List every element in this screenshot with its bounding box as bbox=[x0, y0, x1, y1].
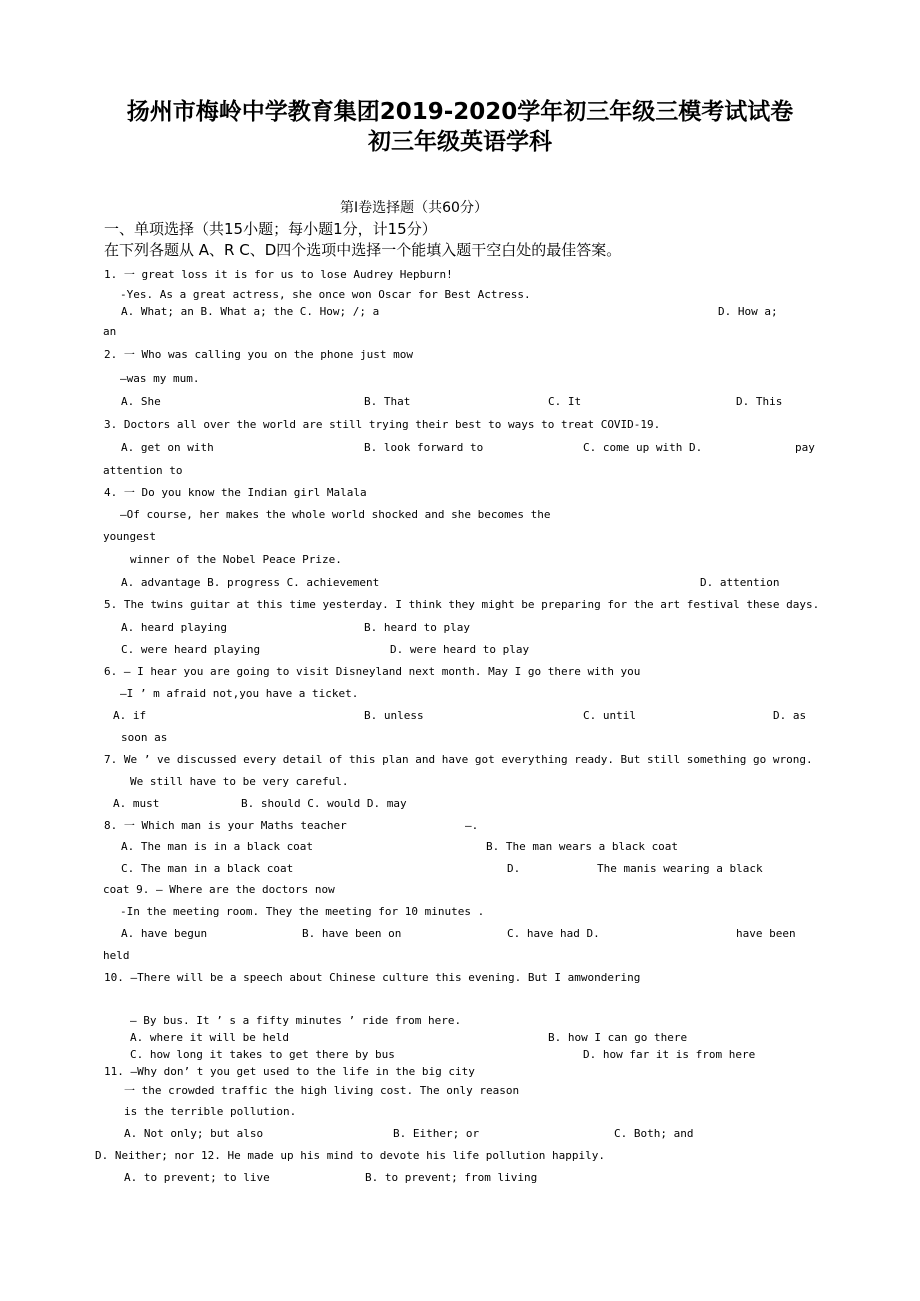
q1-options-abc: A. What; an B. What a; the C. How; /; a bbox=[121, 305, 380, 318]
exam-subtitle: 初三年级英语学科 bbox=[368, 129, 552, 155]
q5-option-d: D. were heard to play bbox=[390, 643, 530, 656]
q10-option-b: B. how I can go there bbox=[548, 1031, 688, 1044]
q6-option-a: A. if bbox=[113, 709, 147, 722]
q4-option-d: D. attention bbox=[700, 576, 780, 589]
q8-option-d: The manis wearing a black bbox=[597, 862, 763, 875]
q6-option-b: B. unless bbox=[364, 709, 424, 722]
q4-options-abc: A. advantage B. progress C. achievement bbox=[121, 576, 380, 589]
q3-wrap: attention to bbox=[103, 464, 183, 477]
q7-option-a: A. must bbox=[113, 797, 160, 810]
q1-wrap: an bbox=[103, 325, 117, 338]
q4-stem: 4. 一 Do you know the Indian girl Malala bbox=[104, 486, 367, 499]
exam-title: 扬州市梅岭中学教育集团2019-2020学年初三年级三模考试试卷 bbox=[126, 99, 794, 125]
q7-continuation: We still have to be very careful. bbox=[130, 775, 349, 788]
q10-option-c: C. how long it takes to get there by bus bbox=[130, 1048, 395, 1061]
q4-wrap-2: winner of the Nobel Peace Prize. bbox=[130, 553, 342, 566]
q2-option-a: A. She bbox=[121, 395, 161, 408]
q4-wrap-1: youngest bbox=[103, 530, 156, 543]
q3-option-d: pay bbox=[795, 441, 815, 454]
q8-option-d-label: D. bbox=[507, 862, 521, 875]
q11-stem: 11. —Why don’ t you get used to the life in the big city bbox=[104, 1065, 475, 1078]
q5-stem: 5. The twins guitar at this time yesterday. I think they might be preparing for the art festival these days. bbox=[104, 598, 820, 611]
q2-option-c: C. It bbox=[548, 395, 582, 408]
q9-option-b: B. have been on bbox=[302, 927, 402, 940]
q11-option-a: A. Not only; but also bbox=[124, 1127, 264, 1140]
q6-reply: —I ’ m afraid not,you have a ticket. bbox=[120, 687, 359, 700]
part-title: 第Ⅰ卷选择题（共60分） bbox=[340, 200, 488, 216]
q2-option-b: B. That bbox=[364, 395, 411, 408]
q6-wrap: soon as bbox=[121, 731, 168, 744]
q2-option-d: D. This bbox=[736, 395, 783, 408]
q12-option-b: B. to prevent; from living bbox=[365, 1171, 538, 1184]
q2-stem: 2. 一 Who was calling you on the phone just mow bbox=[104, 348, 414, 361]
q11-option-c: C. Both; and bbox=[614, 1127, 694, 1140]
q10-option-a: A. where it will be held bbox=[130, 1031, 289, 1044]
q1-reply: -Yes. As a great actress, she once won Oscar for Best Actress. bbox=[120, 288, 531, 301]
q7-stem: 7. We ’ ve discussed every detail of this plan and have got everything ready. But still something go wrong. bbox=[104, 753, 813, 766]
q9-stem: coat 9. — Where are the doctors now bbox=[103, 883, 335, 896]
q3-option-a: A. get on with bbox=[121, 441, 214, 454]
q4-reply: —Of course, her makes the whole world shocked and she becomes the bbox=[120, 508, 551, 521]
q5-option-c: C. were heard playing bbox=[121, 643, 261, 656]
instruction: 在下列各题从 A、R C、D四个选项中选择一个能填入题干空白处的最佳答案。 bbox=[104, 241, 622, 259]
q6-option-d: D. as bbox=[773, 709, 807, 722]
q11-continuation: is the terrible pollution. bbox=[124, 1105, 297, 1118]
q8-option-a: A. The man is in a black coat bbox=[121, 840, 314, 853]
q8-stem: 8. 一 Which man is your Maths teacher bbox=[104, 819, 347, 832]
q10-option-d: D. how far it is from here bbox=[583, 1048, 756, 1061]
q10-stem: 10. —There will be a speech about Chinese culture this evening. But I amwondering bbox=[104, 971, 641, 984]
q9-reply: -In the meeting room. They the meeting for 10 minutes . bbox=[120, 905, 485, 918]
q12-option-a: A. to prevent; to live bbox=[124, 1171, 270, 1184]
q9-option-d: have been bbox=[736, 927, 796, 940]
q9-option-c: C. have had D. bbox=[507, 927, 600, 940]
q9-option-a: A. have begun bbox=[121, 927, 208, 940]
q1-option-d: D. How a; bbox=[718, 305, 778, 318]
q11-reply: 一 the crowded traffic the high living cost. The only reason bbox=[124, 1084, 520, 1097]
q5-option-a: A. heard playing bbox=[121, 621, 227, 634]
q11-option-b: B. Either; or bbox=[393, 1127, 480, 1140]
q6-option-c: C. until bbox=[583, 709, 636, 722]
q12-stem: D. Neither; nor 12. He made up his mind to devote his life pollution happily. bbox=[95, 1149, 605, 1162]
q8-option-c: C. The man in a black coat bbox=[121, 862, 294, 875]
q9-wrap: held bbox=[103, 949, 130, 962]
q8-blank: —. bbox=[465, 819, 479, 832]
q3-stem: 3. Doctors all over the world are still trying their best to ways to treat COVID-19. bbox=[104, 418, 661, 431]
section-title: 一、单项选择（共15小题；每小题1分，计15分） bbox=[104, 220, 437, 238]
q10-reply: — By bus. It ’ s a fifty minutes ’ ride from here. bbox=[130, 1014, 462, 1027]
q3-option-c: C. come up with D. bbox=[583, 441, 703, 454]
q6-stem: 6. — I hear you are going to visit Disneyland next month. May I go there with you bbox=[104, 665, 641, 678]
q1-stem: 1. 一 great loss it is for us to lose Audrey Hepburn! bbox=[104, 268, 453, 281]
q5-option-b: B. heard to play bbox=[364, 621, 470, 634]
q8-option-b: B. The man wears a black coat bbox=[486, 840, 679, 853]
q7-options-bcd: B. should C. would D. may bbox=[241, 797, 407, 810]
q3-option-b: B. look forward to bbox=[364, 441, 484, 454]
q2-reply: —was my mum. bbox=[120, 372, 200, 385]
